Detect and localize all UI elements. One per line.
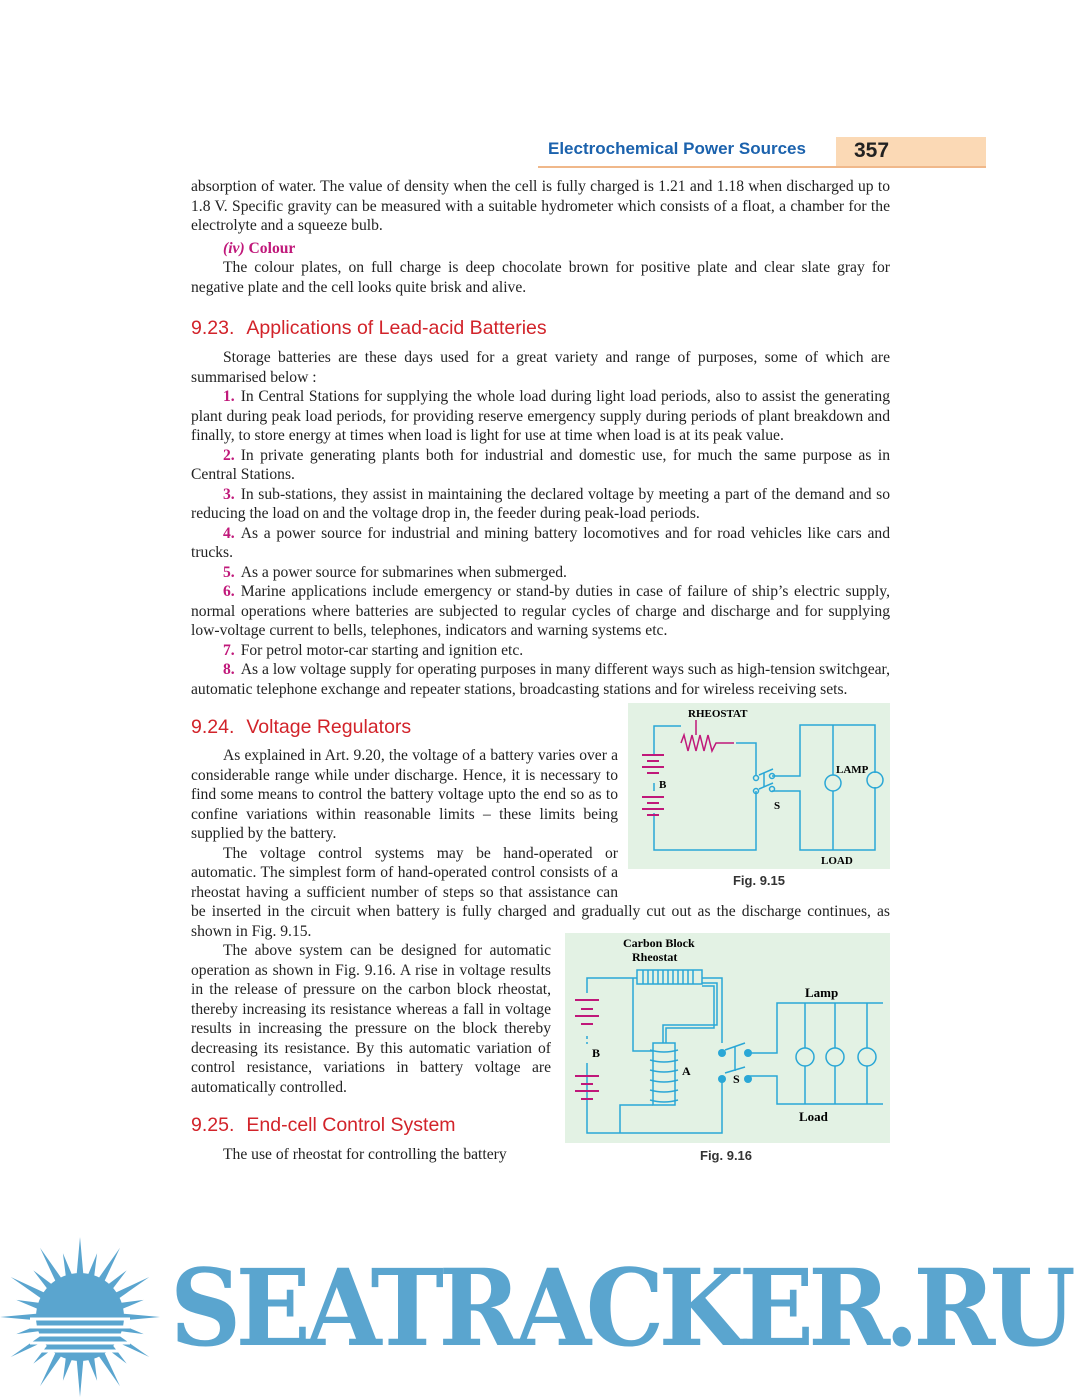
paragraph: The use of rheostat for controlling the battery bbox=[223, 1146, 507, 1163]
lamp-label: Lamp bbox=[805, 985, 839, 1000]
item-text: In Central Stations for supplying the whole load during light load periods, also to assist the generating plant during peak load periods, for providing reserve emergency supply during periods of plant breakdown and finally, to store energy at times when load is light for use at time when load is at its peak value. bbox=[191, 388, 890, 444]
list-item bbox=[191, 387, 890, 446]
item-text: As a power source for industrial and mining battery locomotives and for road vehicles like cars and trucks. bbox=[191, 524, 890, 561]
rheostat-label-line1: Carbon Block bbox=[623, 936, 695, 950]
switch-label: S bbox=[733, 1072, 740, 1086]
running-header-title: Electrochemical Power Sources bbox=[548, 139, 806, 158]
intro-paragraph: absorption of water. The value of density when the cell is fully charged is 1.21 and 1.18 when discharged up to 1.8 V. Specific gravity can be measured with a suitable hydrometer which consists of a float, a chamber for the electrolyte and a squeeze bulb. bbox=[191, 178, 890, 234]
item-number: 5. bbox=[223, 563, 235, 581]
item-number: 8. bbox=[223, 661, 235, 678]
carbon-block-circuit-diagram bbox=[565, 933, 890, 1143]
figure-9-15 bbox=[628, 703, 890, 891]
item-number: 3. bbox=[223, 485, 235, 503]
item-text: Marine applications include emergency or stand-by duties in case of failure of ship’s electric supply, normal operations where batteries are subjected to regular cycles of charge and discharge and for supplying low-voltage current to bells, telephones, indicators and warning systems etc. bbox=[191, 583, 890, 639]
rheostat-label: RHEOSTAT bbox=[688, 708, 748, 720]
load-label: Load bbox=[799, 1109, 828, 1124]
list-item bbox=[191, 446, 890, 485]
page-number: 357 bbox=[836, 137, 986, 167]
figure-9-16 bbox=[565, 933, 890, 1166]
colour-title: Colour bbox=[248, 239, 296, 257]
coil-label: A bbox=[682, 1064, 691, 1078]
rheostat-label-line2: Rheostat bbox=[632, 950, 678, 964]
figure-caption: Fig. 9.16 bbox=[700, 1148, 753, 1163]
watermark-text: SEATRACKER.RU bbox=[170, 1245, 1071, 1370]
battery-label: B bbox=[659, 779, 667, 791]
sun-logo-icon bbox=[0, 1235, 165, 1397]
section-number: 9.23. bbox=[191, 317, 235, 339]
list-item bbox=[191, 641, 890, 661]
sun-ray bbox=[76, 1357, 83, 1397]
section-title: Applications of Lead-acid Batteries bbox=[246, 317, 547, 339]
rheostat-circuit-diagram bbox=[628, 703, 890, 869]
paragraph: The above system can be designed for automatic operation as shown in Fig. 9.16. A rise in voltage results in the release of pressure on the carbon block rheostat, thereby increasing its resistance whereas a fall in voltage results in increasing the pressure on the block thereby decreasing its resistance. By this automatic variation of control resistance, variations in battery voltage are automatically controlled. bbox=[191, 942, 551, 1096]
item-number: 6. bbox=[223, 583, 235, 600]
colour-subheading bbox=[191, 239, 890, 259]
body-top bbox=[191, 177, 890, 1170]
section-number: 9.24. bbox=[191, 716, 235, 738]
section-number: 9.25. bbox=[191, 1114, 235, 1136]
item-text: In sub-stations, they assist in maintaining the declared voltage by meeting a part of the demand and so reducing the load on and the voltage drop in, the feeder during peak-load periods. bbox=[191, 485, 890, 522]
paragraph: As explained in Art. 9.20, the voltage of a battery varies over a considerable range while under discharge. Hence, it is necessary to find some means to control the battery voltage upto the end so as to confine variations within reasonable limits – these limits being supplied by the battery. bbox=[191, 747, 618, 842]
sun-ray bbox=[76, 1237, 83, 1277]
load-label: LOAD bbox=[821, 855, 853, 867]
item-number: 4. bbox=[223, 524, 235, 542]
figure-caption: Fig. 9.15 bbox=[732, 873, 786, 888]
item-number: 7. bbox=[223, 641, 235, 659]
paragraph: The voltage control systems may be hand-operated or automatic. The simplest form of hand-operated control consists of a rheostat having a sufficient number of steps so that assistance can be inserted in the circuit when battery is fully charged and gradually cut out as the discharge continues, as shown in Fig. 9.15. bbox=[191, 844, 890, 940]
section-intro: Storage batteries are these days used for a great variety and range of purposes, some of which are summarised below : bbox=[191, 349, 890, 386]
list-item bbox=[191, 485, 890, 524]
applications-list bbox=[191, 387, 890, 699]
colour-paragraph: The colour plates, on full charge is deep chocolate brown for positive plate and clear slate gray for negative plate and the cell looks quite brisk and alive. bbox=[191, 259, 890, 296]
item-text: In private generating plants both for industrial and domestic use, for much the same purpose as in Central Stations. bbox=[191, 446, 890, 483]
switch-label: S bbox=[774, 800, 781, 812]
battery-label: B bbox=[592, 1046, 601, 1060]
list-item bbox=[191, 524, 890, 563]
list-item bbox=[191, 660, 890, 699]
watermark bbox=[0, 1235, 1080, 1397]
list-item bbox=[191, 563, 890, 583]
colour-roman: (iv) bbox=[223, 239, 245, 257]
item-text: As a low voltage supply for operating purposes in many different ways such as high-tension switchgear, automatic telephone exchange and repeater stations, broadcasting stations and for wireless receiving sets. bbox=[191, 661, 890, 698]
section-title: Voltage Regulators bbox=[246, 716, 412, 738]
section-title: End-cell Control System bbox=[246, 1114, 456, 1136]
item-number: 2. bbox=[223, 446, 235, 464]
lamp-label: LAMP bbox=[836, 764, 869, 776]
item-text: As a power source for submarines when submerged. bbox=[240, 563, 567, 581]
list-item bbox=[191, 582, 890, 641]
header-rule bbox=[538, 166, 986, 168]
section-9-24 bbox=[191, 708, 890, 1165]
item-text: For petrol motor-car starting and ignition etc. bbox=[240, 641, 524, 659]
section-heading-9-23 bbox=[191, 316, 890, 340]
item-number: 1. bbox=[223, 388, 235, 405]
